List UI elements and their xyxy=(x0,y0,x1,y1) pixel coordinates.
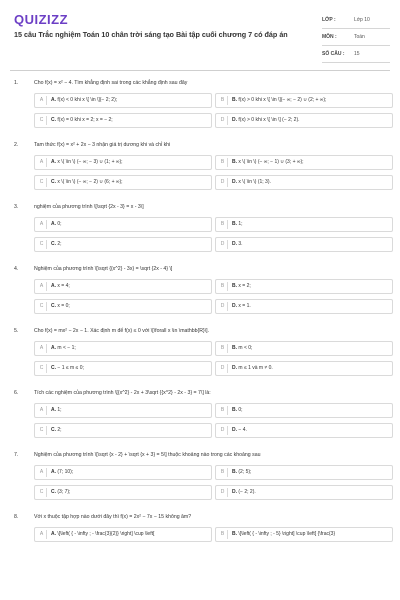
answer-option[interactable] xyxy=(34,279,212,294)
option-text: 0; xyxy=(238,407,243,413)
option-text: − 4. xyxy=(238,427,247,433)
option-letter-badge: A xyxy=(37,158,47,167)
option-text: x \( \in \) (− ∞; − 3) ∪ (1; + ∞); xyxy=(57,159,123,165)
option-key: C. xyxy=(51,427,56,433)
answer-option[interactable] xyxy=(215,423,393,438)
option-content xyxy=(232,407,243,413)
option-letter-badge: D xyxy=(218,302,228,311)
question-text: Cho f(x) = mx² − 2x − 1. Xác định m để f(x) ≤ 0 với \[\forall x \in \mathbb{R}\]. xyxy=(34,328,210,334)
option-letter-badge: A xyxy=(37,530,47,539)
option-letter-badge: C xyxy=(37,116,47,125)
answer-option[interactable] xyxy=(215,237,393,252)
option-letter-badge: A xyxy=(37,96,47,105)
info-value: 15 xyxy=(354,51,360,57)
answer-option[interactable] xyxy=(215,279,393,294)
option-key: A. xyxy=(51,159,56,165)
option-content xyxy=(232,117,300,123)
question-4 xyxy=(0,262,400,324)
answer-option[interactable] xyxy=(34,93,212,108)
option-row xyxy=(0,172,400,192)
answer-option[interactable] xyxy=(215,341,393,356)
question-stem xyxy=(0,386,400,400)
option-letter-badge: B xyxy=(218,220,228,229)
option-letter-badge: B xyxy=(218,530,228,539)
option-key: B. xyxy=(232,283,237,289)
option-text: \[\left( { - \infty ; - \frac{3}{2}} \right] \cup \left[ xyxy=(57,531,155,537)
option-content xyxy=(51,531,154,537)
option-key: D. xyxy=(232,303,237,309)
answer-option[interactable] xyxy=(34,175,212,190)
option-content xyxy=(51,365,84,371)
option-content xyxy=(232,469,251,475)
question-list xyxy=(0,76,400,552)
option-letter-badge: D xyxy=(218,116,228,125)
option-letter-badge: C xyxy=(37,488,47,497)
option-text: f(x) > 0 khi x \[ \in \] (− 2; 2). xyxy=(238,117,300,123)
option-letter-badge: A xyxy=(37,282,47,291)
question-stem xyxy=(0,138,400,152)
option-text: − 1 ≤ m ≤ 0; xyxy=(57,365,84,371)
option-key: A. xyxy=(51,283,56,289)
option-content xyxy=(232,489,256,495)
question-number: 5. xyxy=(14,328,19,334)
option-letter-badge: B xyxy=(218,468,228,477)
answer-option[interactable] xyxy=(34,361,212,376)
option-text: x \( \in \) (1; 3). xyxy=(238,179,271,185)
option-row xyxy=(0,420,400,440)
option-letter-badge: C xyxy=(37,302,47,311)
option-content xyxy=(51,469,73,475)
option-key: C. xyxy=(51,241,56,247)
option-content xyxy=(232,179,271,185)
option-key: C. xyxy=(51,179,56,185)
option-text: f(x) < 0 khi x \[ \in \](− 2; 2); xyxy=(57,97,118,103)
option-text: x \( \in \) (− ∞; − 1) ∪ (3; + ∞); xyxy=(238,159,304,165)
option-content xyxy=(232,365,273,371)
info-row-count xyxy=(322,46,390,63)
option-row xyxy=(0,358,400,378)
answer-option[interactable] xyxy=(34,403,212,418)
answer-option[interactable] xyxy=(215,113,393,128)
question-gap xyxy=(0,130,400,138)
option-key: A. xyxy=(51,221,56,227)
question-gap xyxy=(0,440,400,448)
option-key: A. xyxy=(51,97,56,103)
option-letter-badge: B xyxy=(218,96,228,105)
option-key: B. xyxy=(232,469,237,475)
option-text: x = 0; xyxy=(57,303,70,309)
question-number: 6. xyxy=(14,390,19,396)
option-text: (7; 10); xyxy=(57,469,74,475)
option-row xyxy=(0,234,400,254)
option-key: B. xyxy=(232,221,237,227)
info-value: Lớp 10 xyxy=(354,17,370,23)
option-letter-badge: D xyxy=(218,488,228,497)
question-stem xyxy=(0,324,400,338)
answer-option[interactable] xyxy=(34,527,212,542)
option-content xyxy=(232,427,247,433)
option-row xyxy=(0,462,400,482)
option-content xyxy=(51,345,76,351)
question-7 xyxy=(0,448,400,510)
info-value: Toán xyxy=(354,34,365,40)
option-letter-badge: B xyxy=(218,344,228,353)
question-stem xyxy=(0,200,400,214)
option-content xyxy=(232,221,243,227)
option-text: 2; xyxy=(57,427,62,433)
option-text: 1; xyxy=(57,407,62,413)
option-key: A. xyxy=(51,531,56,537)
question-number: 8. xyxy=(14,514,19,520)
option-row xyxy=(0,338,400,358)
option-letter-badge: A xyxy=(37,344,47,353)
option-text: 1; xyxy=(238,221,243,227)
answer-option[interactable] xyxy=(34,341,212,356)
option-text: 2; xyxy=(57,241,62,247)
question-6 xyxy=(0,386,400,448)
option-key: D. xyxy=(232,117,237,123)
answer-option[interactable] xyxy=(215,465,393,480)
option-letter-badge: D xyxy=(218,240,228,249)
option-row xyxy=(0,110,400,130)
option-text: f(x) > 0 khi x \[ \in \](− ∞; − 2) ∪ (2; + ∞); xyxy=(238,97,327,103)
question-stem xyxy=(0,76,400,90)
answer-option[interactable] xyxy=(215,93,393,108)
option-key: B. xyxy=(232,407,237,413)
question-stem xyxy=(0,448,400,462)
info-row-class xyxy=(322,12,390,29)
answer-option[interactable] xyxy=(215,527,393,542)
option-key: C. xyxy=(51,117,56,123)
answer-option[interactable] xyxy=(34,299,212,314)
answer-option[interactable] xyxy=(34,113,212,128)
option-content xyxy=(51,159,123,165)
answer-option[interactable] xyxy=(215,485,393,500)
question-text: Nghiệm của phương trình \[\sqrt {x - 2} + \sqrt {x + 3} = 5\] thuộc khoảng nào trong các khoảng sau xyxy=(34,452,261,458)
answer-option[interactable] xyxy=(215,299,393,314)
option-content xyxy=(51,283,70,289)
answer-option[interactable] xyxy=(34,155,212,170)
option-content xyxy=(232,241,243,247)
page-title: 15 câu Trắc nghiệm Toán 10 chân trời sáng tạo Bài tập cuối chương 7 có đáp án xyxy=(14,30,288,39)
option-letter-badge: C xyxy=(37,426,47,435)
option-content xyxy=(232,97,326,103)
option-text: m < − 1; xyxy=(57,345,76,351)
option-key: C. xyxy=(51,303,56,309)
header-divider xyxy=(10,70,390,71)
info-label: LỚP : xyxy=(322,17,336,23)
answer-option[interactable] xyxy=(34,217,212,232)
question-5 xyxy=(0,324,400,386)
option-row xyxy=(0,214,400,234)
option-content xyxy=(51,221,62,227)
option-key: C. xyxy=(51,489,56,495)
option-row xyxy=(0,482,400,502)
answer-option[interactable] xyxy=(215,361,393,376)
option-text: x = 4; xyxy=(57,283,70,289)
option-key: D. xyxy=(232,489,237,495)
question-gap xyxy=(0,192,400,200)
option-text: (2; 5); xyxy=(238,469,252,475)
option-text: x = 2; xyxy=(238,283,251,289)
question-text: Tam thức f(x) = x² + 2x − 3 nhận giá trị dương khi và chỉ khi xyxy=(34,142,171,148)
option-key: B. xyxy=(232,345,237,351)
option-text: 0; xyxy=(57,221,62,227)
option-row xyxy=(0,90,400,110)
question-number: 7. xyxy=(14,452,19,458)
option-row xyxy=(0,152,400,172)
option-letter-badge: D xyxy=(218,426,228,435)
option-key: C. xyxy=(51,365,56,371)
info-row-subject xyxy=(322,29,390,46)
option-content xyxy=(232,303,251,309)
question-number: 4. xyxy=(14,266,19,272)
question-number: 3. xyxy=(14,204,19,210)
option-key: A. xyxy=(51,407,56,413)
option-row xyxy=(0,296,400,316)
answer-option[interactable] xyxy=(34,465,212,480)
question-gap xyxy=(0,378,400,386)
option-letter-badge: D xyxy=(218,364,228,373)
option-content xyxy=(232,159,304,165)
question-text: nghiệm của phương trình \[\sqrt {2x - 3} = x - 3\] xyxy=(34,204,144,210)
answer-option[interactable] xyxy=(215,155,393,170)
info-box xyxy=(322,12,390,63)
option-key: B. xyxy=(232,159,237,165)
option-letter-badge: C xyxy=(37,364,47,373)
option-letter-badge: A xyxy=(37,468,47,477)
question-2 xyxy=(0,138,400,200)
question-gap xyxy=(0,254,400,262)
option-text: x = 1. xyxy=(238,303,251,309)
option-content xyxy=(51,241,62,247)
question-8 xyxy=(0,510,400,552)
question-1 xyxy=(0,76,400,138)
question-gap xyxy=(0,502,400,510)
option-content xyxy=(51,427,62,433)
question-number: 2. xyxy=(14,142,19,148)
quizizz-logo: QUIZIZZ xyxy=(14,12,69,27)
question-stem xyxy=(0,262,400,276)
question-gap xyxy=(0,544,400,552)
option-content xyxy=(51,489,70,495)
question-number: 1. xyxy=(14,80,19,86)
option-content xyxy=(51,117,113,123)
option-letter-badge: B xyxy=(218,158,228,167)
option-key: D. xyxy=(232,179,237,185)
option-content xyxy=(51,407,62,413)
option-text: (3; 7); xyxy=(57,489,71,495)
option-key: B. xyxy=(232,97,237,103)
option-letter-badge: C xyxy=(37,178,47,187)
document-header xyxy=(0,0,400,74)
option-content xyxy=(232,531,335,537)
option-text: f(x) = 0 khi x = 2; x = − 2; xyxy=(57,117,113,123)
question-text: Nghiệm của phương trình \[\sqrt {{x^2} - 3x} = \sqrt {2x - 4} \] xyxy=(34,266,173,272)
option-row xyxy=(0,400,400,420)
option-content xyxy=(51,179,123,185)
question-3 xyxy=(0,200,400,262)
option-content xyxy=(51,303,70,309)
option-text: 3. xyxy=(238,241,243,247)
answer-option[interactable] xyxy=(215,175,393,190)
option-letter-badge: D xyxy=(218,178,228,187)
option-row xyxy=(0,276,400,296)
answer-option[interactable] xyxy=(215,217,393,232)
question-stem xyxy=(0,510,400,524)
option-text: (− 2; 2). xyxy=(238,489,256,495)
option-letter-badge: B xyxy=(218,282,228,291)
question-text: Tích các nghiệm của phương trình \[{x^2} - 2x + 3\sqrt {{x^2} - 2x - 3} = 7\] là: xyxy=(34,390,211,396)
option-key: A. xyxy=(51,469,56,475)
question-text: Cho f(x) = x² − 4. Tìm khẳng định sai trong các khẳng định sau đây xyxy=(34,80,188,86)
option-key: D. xyxy=(232,365,237,371)
option-row xyxy=(0,524,400,544)
option-key: D. xyxy=(232,427,237,433)
option-text: m ≤ 1 và m ≠ 0. xyxy=(238,365,273,371)
option-key: D. xyxy=(232,241,237,247)
option-text: x \( \in \) (− ∞; − 2) ∪ (6; + ∞); xyxy=(57,179,123,185)
answer-option[interactable] xyxy=(215,403,393,418)
option-key: A. xyxy=(51,345,56,351)
option-text: m < 0; xyxy=(238,345,253,351)
option-key: B. xyxy=(232,531,237,537)
info-label: MÔN : xyxy=(322,34,337,40)
option-content xyxy=(232,345,252,351)
info-label: SỐ CÂU : xyxy=(322,51,345,57)
answer-option[interactable] xyxy=(34,237,212,252)
option-content xyxy=(51,97,117,103)
answer-option[interactable] xyxy=(34,423,212,438)
option-content xyxy=(232,283,251,289)
question-text: Với x thuộc tập hợp nào dưới đây thì f(x) = 2x² − 7x − 15 không âm? xyxy=(34,514,192,520)
question-gap xyxy=(0,316,400,324)
option-letter-badge: A xyxy=(37,406,47,415)
option-text: \[\left( { - \infty ; - 5} \right] \cup \left[ {\frac{3} xyxy=(238,531,336,537)
answer-option[interactable] xyxy=(34,485,212,500)
option-letter-badge: A xyxy=(37,220,47,229)
option-letter-badge: C xyxy=(37,240,47,249)
option-letter-badge: B xyxy=(218,406,228,415)
